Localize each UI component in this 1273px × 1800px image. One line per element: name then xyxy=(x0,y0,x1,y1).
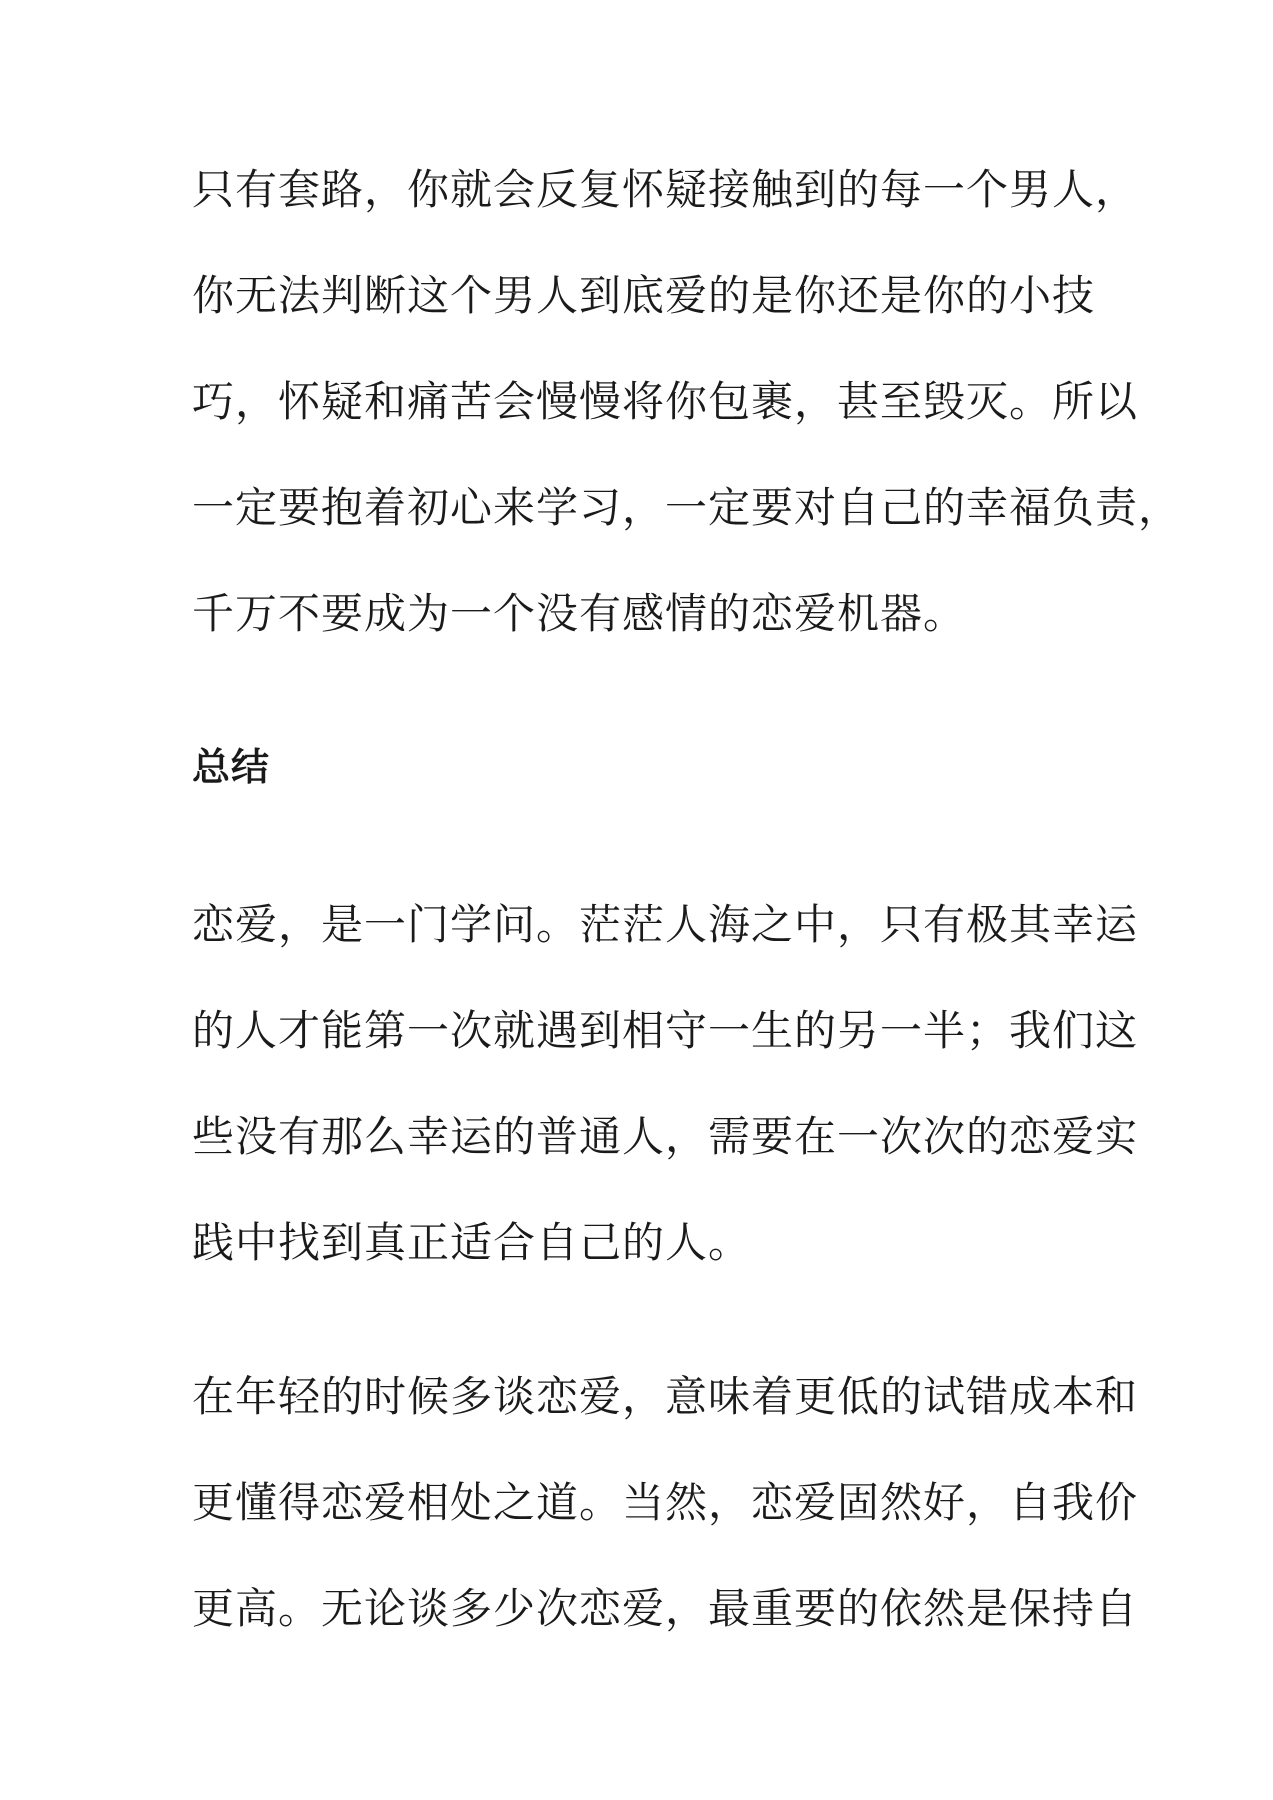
paragraph-2-line-2: 的人才能第一次就遇到相守一生的另一半；我们这 xyxy=(192,1006,1139,1055)
paragraph-1-line-4: 一定要抱着初心来学习，一定要对自己的幸福负责， xyxy=(192,483,1182,532)
paragraph-1-line-2: 你无法判断这个男人到底爱的是你还是你的小技 xyxy=(192,271,1096,320)
paragraph-1-line-5: 千万不要成为一个没有感情的恋爱机器。 xyxy=(192,589,967,638)
paragraph-2-line-1: 恋爱，是一门学问。茫茫人海之中，只有极其幸运 xyxy=(192,900,1139,949)
paragraph-2-line-4: 践中找到真正适合自己的人。 xyxy=(192,1218,752,1267)
paragraph-2-line-3: 些没有那么幸运的普通人，需要在一次次的恋爱实 xyxy=(192,1112,1139,1161)
paragraph-3-line-2: 更懂得恋爱相处之道。当然，恋爱固然好，自我价 xyxy=(192,1478,1139,1527)
paragraph-3-line-1: 在年轻的时候多谈恋爱，意味着更低的试错成本和 xyxy=(192,1372,1139,1421)
paragraph-1-line-1: 只有套路，你就会反复怀疑接触到的每一个男人， xyxy=(192,165,1139,214)
section-heading: 总结 xyxy=(192,745,271,789)
paragraph-1-line-3: 巧，怀疑和痛苦会慢慢将你包裹，甚至毁灭。所以 xyxy=(192,377,1139,426)
paragraph-3-line-3: 更高。无论谈多少次恋爱，最重要的依然是保持自 xyxy=(192,1584,1139,1633)
